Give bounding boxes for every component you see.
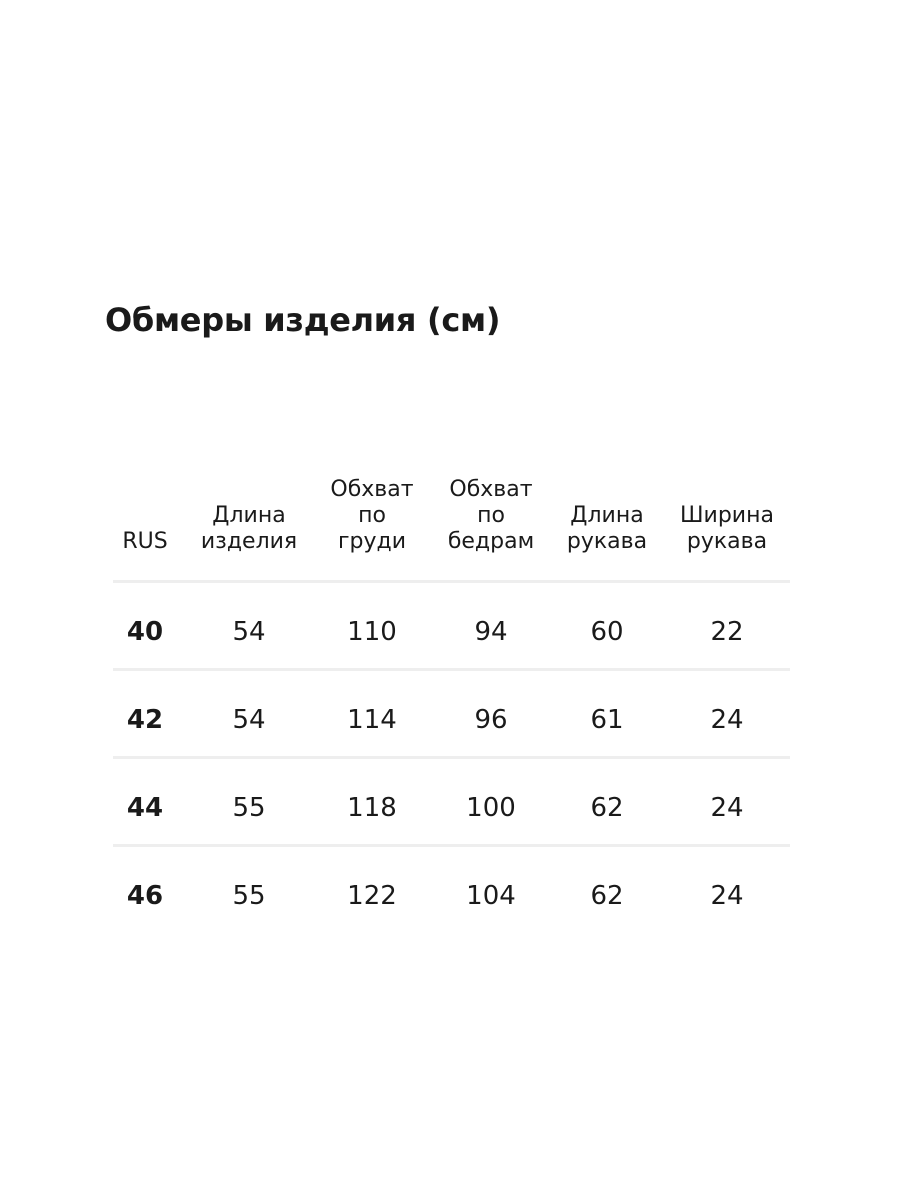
header-rus: RUS	[122, 529, 168, 554]
size-cell: 42	[126, 705, 164, 735]
length-cell: 54	[232, 617, 266, 647]
size-cell: 44	[126, 793, 164, 823]
page-title: Обмеры изделия (см)	[105, 301, 501, 339]
chest-cell: 114	[347, 705, 397, 735]
sleeve-width-cell: 22	[710, 617, 744, 647]
length-cell: 55	[232, 881, 266, 911]
size-table	[113, 470, 790, 935]
sleeve-length-cell: 62	[590, 881, 624, 911]
chest-cell: 122	[347, 881, 397, 911]
hips-cell: 104	[466, 881, 516, 911]
sleeve-length-cell: 61	[590, 705, 624, 735]
sleeve-width-cell: 24	[710, 881, 744, 911]
sleeve-width-cell: 24	[710, 793, 744, 823]
header-chest: Обхват по груди	[330, 477, 414, 554]
table-header-row	[113, 470, 790, 583]
size-cell: 40	[126, 617, 164, 647]
hips-cell: 96	[474, 705, 508, 735]
header-sleeve-width: Ширина рукава	[680, 503, 774, 554]
table-row	[113, 759, 790, 847]
size-cell: 46	[126, 881, 164, 911]
sleeve-width-cell: 24	[710, 705, 744, 735]
sleeve-length-cell: 60	[590, 617, 624, 647]
hips-cell: 100	[466, 793, 516, 823]
chest-cell: 110	[347, 617, 397, 647]
header-sleeve-length: Длина рукава	[566, 503, 648, 554]
table-row	[113, 583, 790, 671]
table-row	[113, 847, 790, 935]
header-hips: Обхват по бедрам	[447, 477, 535, 554]
hips-cell: 94	[474, 617, 508, 647]
chest-cell: 118	[347, 793, 397, 823]
length-cell: 54	[232, 705, 266, 735]
table-row	[113, 671, 790, 759]
sleeve-length-cell: 62	[590, 793, 624, 823]
length-cell: 55	[232, 793, 266, 823]
header-length: Длина изделия	[200, 503, 298, 554]
